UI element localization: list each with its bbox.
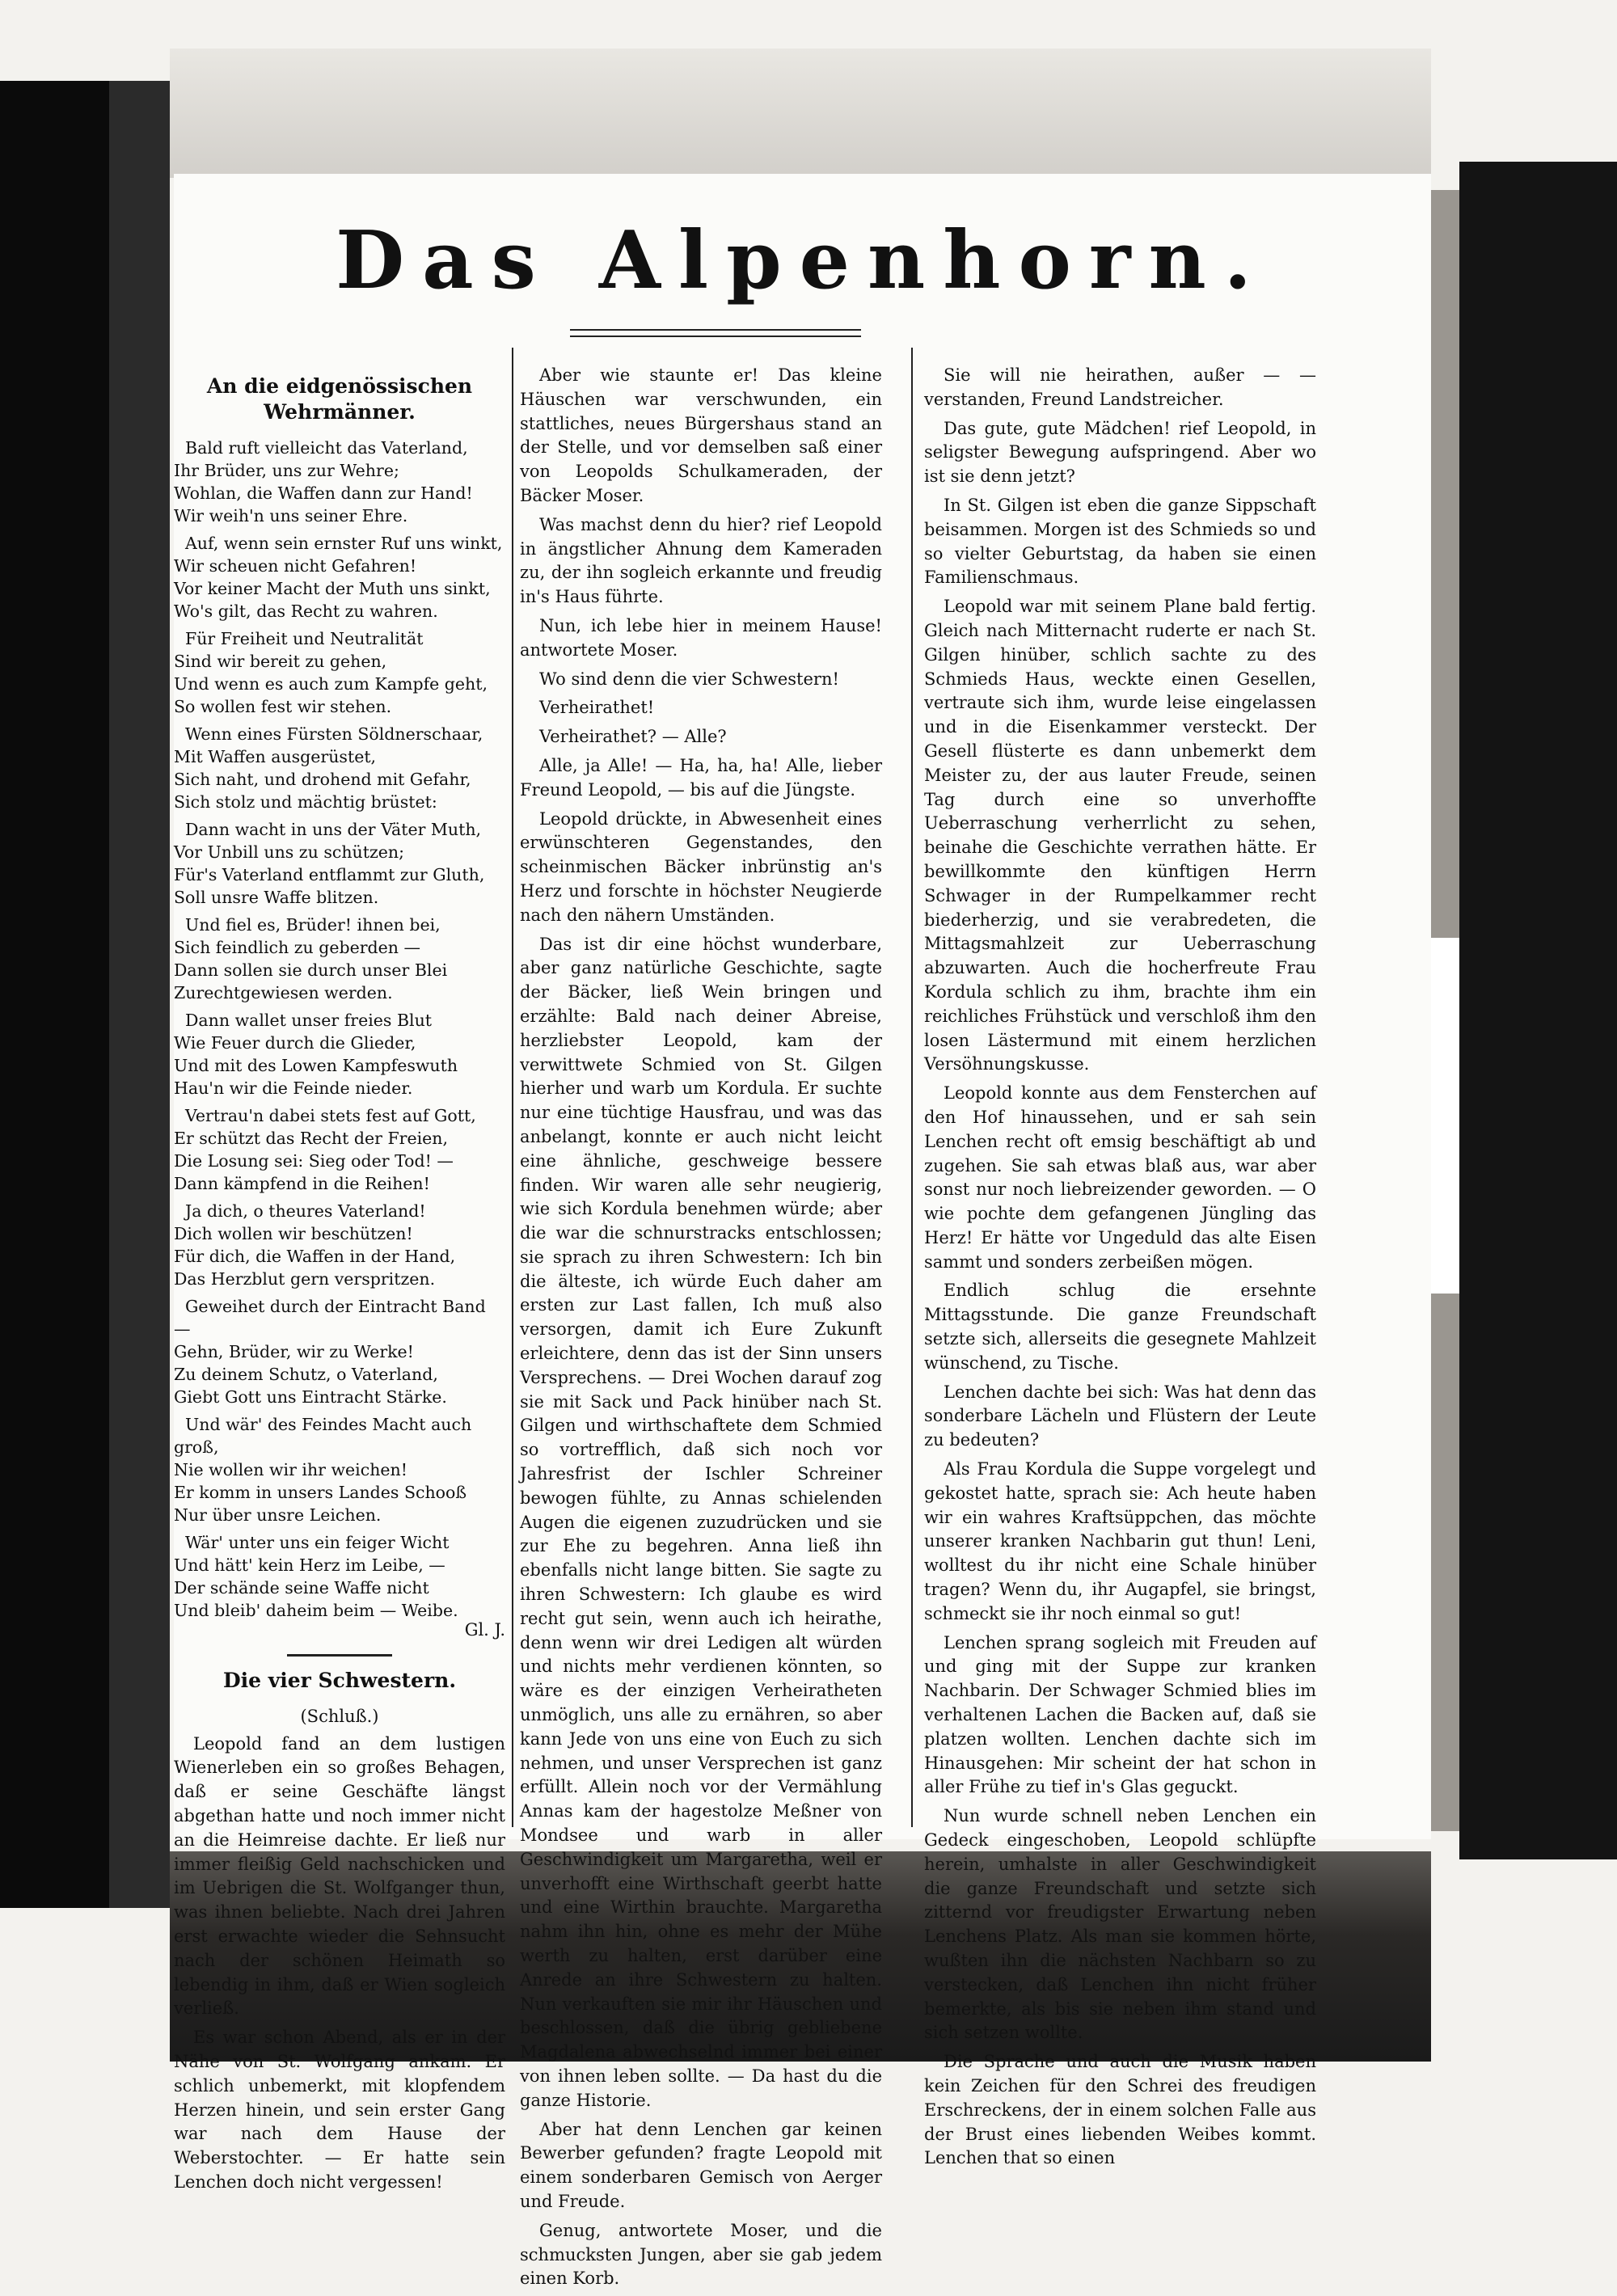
- scan-top-shadow: [170, 49, 1431, 178]
- poem-line: Wir scheuen nicht Gefahren!: [174, 556, 417, 576]
- poem-line: Und hätt' kein Herz im Leibe, —: [174, 1555, 445, 1575]
- page-marker-tab: [1427, 938, 1459, 1294]
- poem-line: Ihr Brüder, uns zur Wehre;: [174, 461, 399, 480]
- poem-line: Nie wollen wir ihr weichen!: [174, 1460, 407, 1479]
- poem-line: Wir weih'n uns seiner Ehre.: [174, 506, 408, 525]
- column-rule-1: [512, 348, 513, 1827]
- poem-line: Sind wir bereit zu gehen,: [174, 652, 387, 671]
- story-paragraph: Wo sind denn die vier Schwestern!: [539, 669, 839, 689]
- poem-stanza: [174, 1009, 505, 1099]
- story-paragraph: Die Sprache und auch die Musik haben kein Zeichen für den Schrei des freudigen Erschreckens, der in einem solchen Falle aus der Brust eines liebenden Weibes kommt. Lenchen that so einen: [924, 2052, 1316, 2168]
- story-paragraph: Lenchen sprang sogleich mit Freuden auf und ging mit der Suppe zur kranken Nachbarin. Der Schwager Schmied blies im verhaltenen Lachen die Backen auf, daß sie platzen wollten. Lenchen dachte sich im Hinausgehen: Mir scheint der hat schon in aller Frühe zu tief in's Glas geguckt.: [924, 1632, 1316, 1797]
- masthead: Das Alpenhorn.: [336, 214, 1269, 307]
- story-paragraph: Aber wie staunte er! Das kleine Häuschen war verschwunden, ein stattliches, neues Bürgershaus stand an der Stelle, und vor demselben saß einer von Leopolds Schulkameraden, der Bäcker Moser.: [520, 365, 882, 505]
- poem-stanza: [174, 1104, 505, 1195]
- poem-stanza: [174, 627, 505, 718]
- story-paragraph: Nun wurde schnell neben Lenchen ein Gedeck eingeschoben, Leopold schlüpfte herein, umhalste in aller Geschwindigkeit die ganze Freundschaft und setzte sich zitternd vor freudigster Erwartung neben Lenchens Platz. Als man sie kommen hörte, wußten ihn die nächsten Nachbarn so zu verstecken, daß Lenchen ihn nicht früher bemerkte, als bis sie neben ihm stand und sich setzen wollte.: [924, 1806, 1316, 2043]
- poem-line: Für's Vaterland entflammt zur Gluth,: [174, 865, 485, 884]
- story-paragraph: Verheirathet!: [539, 698, 655, 718]
- story-paragraph: Lenchen dachte bei sich: Was hat denn das sonderbare Lächeln und Flüstern der Leute zu bedeuten?: [924, 1382, 1316, 1450]
- scan-left-edge: [109, 81, 170, 1908]
- story-paragraph: Endlich schlug die ersehnte Mittagsstunde. Die ganze Freundschaft setzte sich, allerseits die gesegnete Mahlzeit wünschend, zu Tische.: [924, 1281, 1316, 1373]
- story-paragraph: Genug, antwortete Moser, und die schmucksten Jungen, aber sie gab jedem einen Korb.: [520, 2220, 882, 2289]
- column-2: [520, 364, 882, 2296]
- story-paragraph: Nun, ich lebe hier in meinem Hause! antwortete Moser.: [520, 615, 882, 660]
- poem-body: [174, 437, 505, 1622]
- poem-line: Giebt Gott uns Eintracht Stärke.: [174, 1387, 447, 1407]
- poem-line: Nur über unsre Leichen.: [174, 1505, 382, 1525]
- poem-line: Und wenn es auch zum Kampfe geht,: [174, 674, 488, 694]
- poem-line: Wie Feuer durch die Glieder,: [174, 1033, 416, 1053]
- story-text-column-2: [520, 364, 882, 2291]
- story-title: Die vier Schwestern.: [222, 1668, 457, 1692]
- poem-line: Und fiel es, Brüder! ihnen bei,: [185, 915, 441, 935]
- newspaper-page: [174, 174, 1431, 2289]
- masthead-ornament: [570, 329, 861, 337]
- poem-line: Vor Unbill uns zu schützen;: [174, 842, 405, 862]
- poem-line: Der schände seine Waffe nicht: [174, 1578, 429, 1597]
- poem-stanza: [174, 532, 505, 623]
- poem-line: Und bleib' daheim beim — Weibe.: [174, 1601, 458, 1620]
- poem-line: Sich stolz und mächtig brüstet:: [174, 792, 437, 812]
- story-text-column-1: [174, 1733, 505, 2195]
- poem-line: Das Herzblut gern verspritzen.: [174, 1269, 436, 1289]
- poem-line: Mit Waffen ausgerüstet,: [174, 747, 377, 766]
- column-rule-2: [911, 348, 913, 1827]
- poem-line: Wär' unter uns ein feiger Wicht: [185, 1533, 450, 1552]
- poem-line: Geweihet durch der Eintracht Band —: [174, 1297, 486, 1339]
- story-paragraph: Verheirathet? — Alle?: [539, 727, 727, 747]
- poem-line: Hau'n wir die Feinde nieder.: [174, 1078, 413, 1098]
- poem-line: Bald ruft vielleicht das Vaterland,: [185, 438, 468, 458]
- poem-line: Dann sollen sie durch unser Blei: [174, 960, 448, 980]
- poem-signature: Gl. J.: [464, 1620, 505, 1640]
- poem-line: Und mit des Lowen Kampfeswuth: [174, 1056, 458, 1075]
- poem-line: Und wär' des Feindes Macht auch groß,: [174, 1415, 472, 1457]
- story-paragraph: Was machst denn du hier? rief Leopold in ängstlicher Ahnung dem Kameraden zu, der ihn sogleich erkannte und freudig in's Haus führte.: [520, 514, 882, 607]
- poem-line: Sich naht, und drohend mit Gefahr,: [174, 770, 471, 789]
- story-paragraph: Leopold fand an dem lustigen Wienerleben ein so großes Behagen, daß er seine Geschäfte längst abgethan hatte und noch immer nicht an die Heimreise dachte. Er ließ nur immer fleißig Geld nachschicken und im Uebrigen die St. Wolfganger thun, was ihnen beliebte. Nach drei Jahren erst erwachte wieder die Sehnsucht nach der schönen Heimath so lebendig in ihm, daß er Wien sogleich verließ.: [174, 1733, 505, 2019]
- story-paragraph: Leopold war mit seinem Plane bald fertig. Gleich nach Mitternacht ruderte er nach St. Gilgen hinüber, schlich sachte zu des Schmieds Haus, weckte einen Gesellen, vertraute sich ihm, wurde leise eingelassen und in die Eisenkammer versteckt. Der Gesell flüsterte es dann unbemerkt dem Meister zu, der aus lauter Freude, seinen Tag durch eine so unverhoffte Ueberraschung verherrlicht zu sehen, beinahe die Geschichte verrathen hätte. Er bewillkommte den künftigen Herrn Schwager in der Rumpelkammer recht biederherzig, und sie verabredeten, die Mittagsmahlzeit zur Ueberraschung abzuwarten. Auch die hocherfreute Frau Kordula schlich zu ihm, brachte ihm ein reichliches Frühstück und verschloß ihm den losen Lästermund mit einem herzlichen Versöhnungskusse.: [924, 597, 1316, 1074]
- poem-line: Auf, wenn sein ernster Ruf uns winkt,: [185, 534, 503, 553]
- poem-line: Soll unsre Waffe blitzen.: [174, 888, 379, 907]
- poem-line: Zurechtgewiesen werden.: [174, 983, 393, 1002]
- poem-stanza: [174, 1295, 505, 1408]
- story-paragraph: Leopold konnte aus dem Fensterchen auf den Hof hinaussehen, und er sah sein Lenchen recht oft emsig beschäftigt ab und zugehen. Sie sah etwas blaß aus, war aber sonst nur noch liebreizender geworden. — O wie pochte dem gefangenen Jüngling das Herz! Er hätte vor Ungeduld das alte Eisen sammt und sonders zerbeißen mögen.: [924, 1083, 1316, 1272]
- story-paragraph: Leopold drückte, in Abwesenheit eines erwünschteren Gegenstandes, den scheinmischen Bäcker inbrünstig an's Herz und forschte in höchster Neugierde nach den nähern Umständen.: [520, 808, 882, 925]
- poem-line: Er schützt das Recht der Freien,: [174, 1129, 449, 1148]
- column-1: [174, 364, 505, 2200]
- scan-left-border: [0, 81, 109, 1908]
- poem-line: Vor keiner Macht der Muth uns sinkt,: [174, 579, 491, 598]
- poem-stanza: [174, 723, 505, 813]
- story-paragraph: Sie will nie heirathen, außer — — verstanden, Freund Landstreicher.: [924, 365, 1316, 409]
- poem-line: Wohlan, die Waffen dann zur Hand!: [174, 483, 473, 503]
- poem-stanza: [174, 818, 505, 909]
- poem-line: Gehn, Brüder, wir zu Werke!: [174, 1342, 414, 1361]
- poem-line: Für dich, die Waffen in der Hand,: [174, 1247, 456, 1266]
- story-paragraph: Als Frau Kordula die Suppe vorgelegt und gekostet hatte, sprach sie: Ach heute haben wir ein wahres Kraftsüppchen, das möchte unserer kranken Nachbarin gut thun! Leni, wolltest du ihr nicht eine Schale hinüber tragen? Wenn du, ihr Augapfel, sie bringst, schmeckt sie ihr noch einmal so gut!: [924, 1459, 1316, 1623]
- story-paragraph: Das gute, gute Mädchen! rief Leopold, in seligster Bewegung aufspringend. Aber wo ist sie denn jetzt?: [924, 418, 1316, 487]
- poem-line: Zu deinem Schutz, o Vaterland,: [174, 1365, 438, 1384]
- poem-line: So wollen fest wir stehen.: [174, 697, 392, 716]
- poem-line: Für Freiheit und Neutralität: [185, 629, 424, 648]
- poem-title: An die eidgenössischen Wehrmänner.: [206, 374, 473, 424]
- poem-stanza: [174, 914, 505, 1004]
- story-text-column-3: [924, 364, 1316, 2171]
- poem-line: Dann kämpfend in die Reihen!: [174, 1174, 430, 1193]
- poem-line: Dich wollen wir beschützen!: [174, 1224, 413, 1243]
- story-paragraph: Alle, ja Alle! — Ha, ha, ha! Alle, lieber Freund Leopold, — bis auf die Jüngste.: [520, 755, 882, 800]
- poem-line: Vertrau'n dabei stets fest auf Gott,: [185, 1106, 476, 1125]
- story-paragraph: Das ist dir eine höchst wunderbare, aber ganz natürliche Geschichte, sagte der Bäcker, ließ Wein bringen und erzählte: Bald nach deiner Abreise, herzliebster Leopold, kam der verwittwete Schmied von St. Gilgen hierher und warb um Kordula. Er suchte nur eine tüchtige Hausfrau, und was das anbelangt, konnte er auch nicht leicht eine ähnliche, geschweige bessere finden. Wir waren alle sehr neugierig, wie sich Kordula benehmen würde; aber die war die schnurstracks entschlossen; sie sprach zu ihren Schwestern: Ich bin die älteste, ich würde Euch daher am ersten zur Last fallen, Ich muß also versorgen, damit ich Eure Zukunft erleichtere, denn das ist der Sinn unsers Versprechens. — Drei Wochen darauf zog sie mit Sack und Pack hinüber nach St. Gilgen und wirthschaftete dem Schmied so vortrefflich, daß sich noch vor Jahresfrist der Ischler Schreiner bewogen fühlte, zu Annas schielenden Augen die eigenen zuzudrücken und sie zur Ehe zu begehren. Anna ließ ihn ebenfalls nicht lange bitten. Sie sagte zu ihren Schwestern: Ich glaube es wird recht gut sein, wenn auch ich heirathe, denn wenn wir drei Ledigen alt würden und nichts mehr verdienen könnten, so wäre es der einzigen Verheiratheten unmöglich, uns alle zu ernähren, so aber kann Jede von uns eine von Euch zu sich nehmen, und unser Versprechen ist ganz erfüllt. Allein noch vor der Vermählung Annas kam der hagestolze Meßner von Mondsee und warb in aller Geschwindigkeit um Margaretha, weil er unverhofft eine Wirthschaft geerbt hatte und eine Wirthin brauchte. Margaretha nahm ihn hin, ohne es mehr der Mühe werth zu halten, erst darüber eine Anrede an ihre Schwestern zu halten. Nun verkauften sie mir ihr Häuschen und beschlossen, daß die übrig gebliebene Magdalena abwechselnd immer bei einer von ihnen leben sollte. — Da hast du die ganze Historie.: [520, 934, 882, 2110]
- section-separator: [287, 1654, 392, 1657]
- story-subtitle: (Schluß.): [300, 1706, 379, 1726]
- poem-stanza: [174, 1413, 505, 1526]
- poem-stanza: [174, 1531, 505, 1622]
- poem-line: Ja dich, o theures Vaterland!: [185, 1201, 426, 1221]
- story-paragraph: Es war schon Abend, als er in der Nähe von St. Wolfgang ankam. Er schlich unbemerkt, mit klopfendem Herzen hinein, und sein erster Gang war nach dem Hause der Weberstochter. — Er hatte sein Lenchen doch nicht vergessen!: [174, 2028, 505, 2192]
- poem-stanza: [174, 437, 505, 527]
- poem-line: Wo's gilt, das Recht zu wahren.: [174, 601, 438, 621]
- poem-line: Er komm in unsers Landes Schooß: [174, 1483, 467, 1502]
- poem-line: Wenn eines Fürsten Söldnerschaar,: [185, 724, 483, 744]
- story-paragraph: Aber hat denn Lenchen gar keinen Bewerber gefunden? fragte Leopold mit einem sonderbaren Gemisch von Aerger und Freude.: [520, 2119, 882, 2211]
- scan-right-border: [1459, 162, 1617, 1859]
- poem-stanza: [174, 1200, 505, 1290]
- poem-line: Die Losung sei: Sieg oder Tod! —: [174, 1151, 454, 1171]
- poem-line: Dann wallet unser freies Blut: [185, 1011, 433, 1030]
- poem-line: Sich feindlich zu geberden —: [174, 938, 421, 957]
- column-3: [924, 364, 1316, 2176]
- poem-line: Dann wacht in uns der Väter Muth,: [185, 820, 482, 839]
- story-paragraph: In St. Gilgen ist eben die ganze Sippschaft beisammen. Morgen ist des Schmieds so und so vielter Geburtstag, da haben sie einen Familienschmaus.: [924, 495, 1316, 588]
